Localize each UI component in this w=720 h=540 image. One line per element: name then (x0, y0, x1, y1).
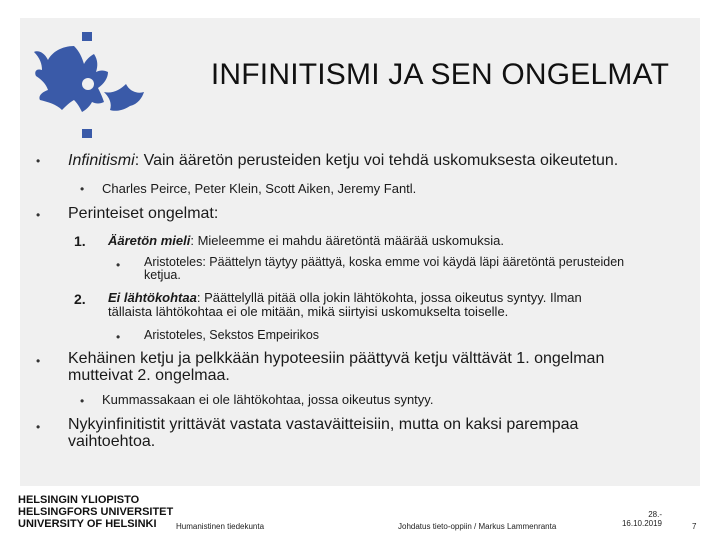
bullet-marker: • (80, 394, 85, 408)
bullet-marker: • (36, 354, 41, 368)
slide-title: INFINITISMI JA SEN ONGELMAT (210, 58, 670, 91)
bullet-perinteiset: Perinteiset ongelmat: (68, 205, 219, 222)
university-logo-icon (34, 32, 154, 142)
bullet-nykyinfinitistit: Nykyinfinitistit yrittävät vastata vastaväitteisiin, mutta on kaksi parempaa vaihtoehtoa. (68, 416, 579, 450)
footer-course: Johdatus tieto-oppiin / Markus Lammenranta (398, 522, 557, 531)
page-number: 7 (692, 522, 697, 531)
footer-faculty: Humanistinen tiedekunta (176, 522, 265, 531)
bullet-kehainen: Kehäinen ketju ja pelkkään hypoteesiin päättyvä ketju välttävät 1. ongelman mutteivat 2. ongelmaa. (68, 350, 605, 384)
sub-bullet-aristoteles-2: Aristoteles, Sekstos Empeirikos (144, 328, 320, 342)
item-aareton-mieli: Ääretön mieli: Mieleemme ei mahdu ääretöntä määrää uskomuksia. (108, 233, 504, 248)
footer-date: 28.- 16.10.2019 (621, 510, 662, 528)
bullet-marker: • (36, 154, 41, 168)
item-number: 1. (74, 233, 86, 249)
bullet-infinitismi: Infinitismi: Vain ääretön perusteiden ketju voi tehdä uskomuksesta oikeutetun. (68, 152, 619, 169)
bullet-marker: • (36, 208, 41, 222)
sub-bullet-authors: Charles Peirce, Peter Klein, Scott Aiken, Jeremy Fantl. (102, 181, 417, 196)
bullet-marker: • (80, 182, 85, 196)
sub-bullet-kummassakaan: Kummassakaan ei ole lähtökohtaa, jossa oikeutus syntyy. (102, 392, 434, 407)
sub-bullet-aristoteles-1: Aristoteles: Päättelyn täytyy päättyä, koska emme voi käydä läpi ääretöntä perusteiden ketjua. (144, 255, 625, 282)
item-number: 2. (74, 291, 86, 307)
bullet-marker: • (36, 420, 41, 434)
item-ei-lahtokohtaa: Ei lähtökohtaa: Päättelyllä pitää olla jokin lähtökohta, jossa oikeutus syntyy. Ilman tällaista lähtökohtaa ei ole mitään, mikä siirtyisi uskomukselta toiselle. (108, 290, 582, 319)
bullet-marker: • (116, 330, 121, 344)
bullet-marker: • (116, 258, 121, 272)
university-wordmark: HELSINGIN YLIOPISTO HELSINGFORS UNIVERSITET UNIVERSITY OF HELSINKI (18, 494, 174, 530)
